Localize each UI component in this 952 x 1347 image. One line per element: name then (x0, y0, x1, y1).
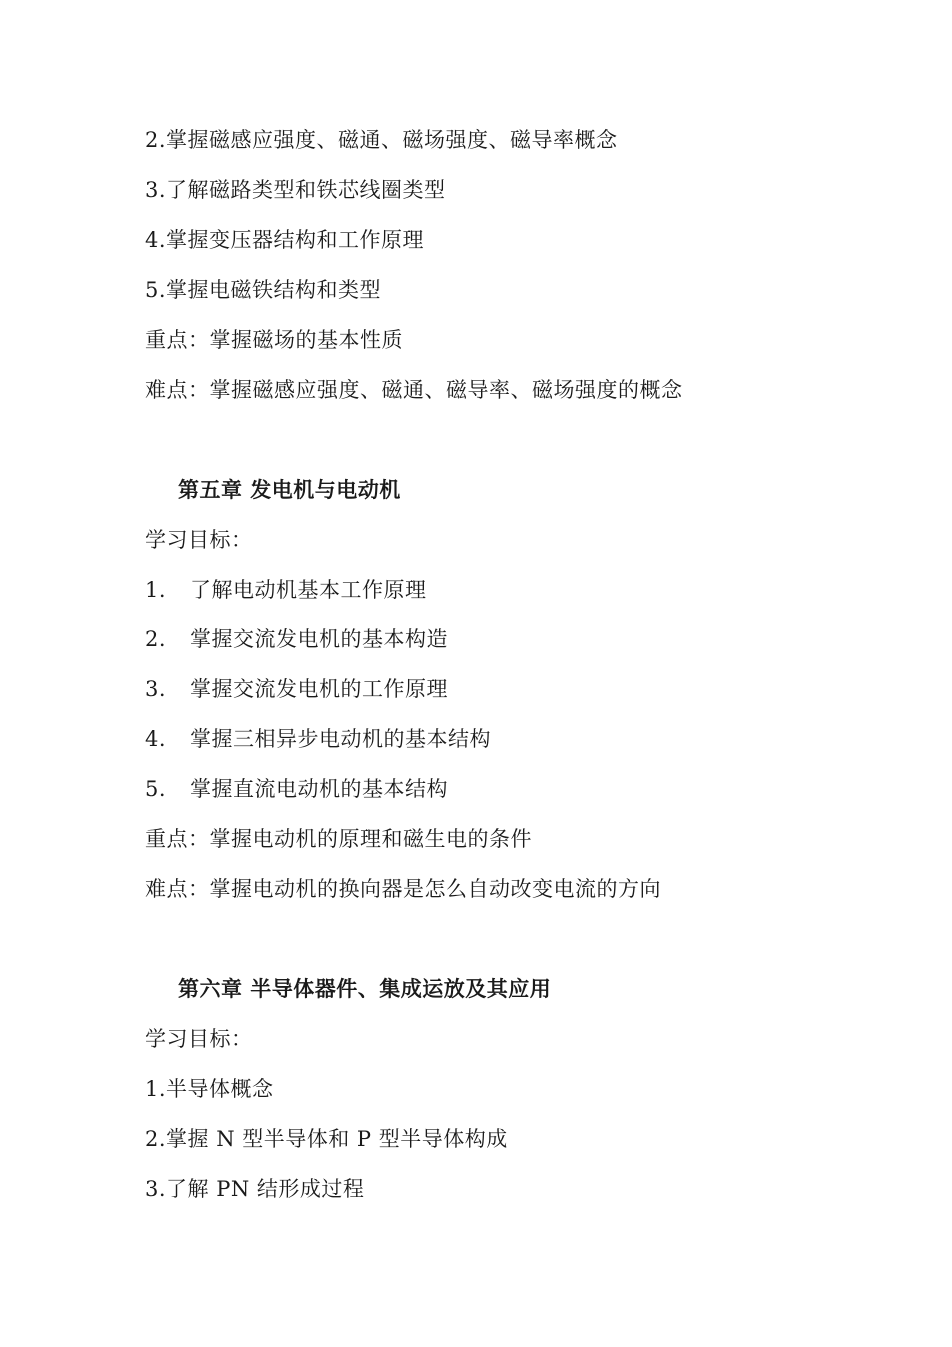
list-item-number: 2. (145, 627, 167, 651)
list-item-text: 掌握三相异步电动机的基本结构 (190, 727, 491, 751)
objectives-label: 学习目标： (145, 528, 253, 552)
list-item-text: 了解电动机基本工作原理 (190, 578, 427, 602)
objective-line: 5.掌握电磁铁结构和类型 (145, 278, 382, 302)
list-item-text: 掌握交流发电机的工作原理 (190, 677, 448, 701)
objective-line: 2.掌握 N 型半导体和 P 型半导体构成 (145, 1127, 508, 1151)
list-item-text: 掌握交流发电机的基本构造 (190, 627, 448, 651)
objective-line: 3.了解 PN 结形成过程 (145, 1177, 365, 1201)
objective-line: 2.掌握磁感应强度、磁通、磁场强度、磁导率概念 (145, 128, 618, 152)
key-point-line: 重点：掌握磁场的基本性质 (145, 328, 403, 352)
list-item (145, 577, 427, 603)
list-item-number: 4. (145, 727, 167, 751)
list-item-text: 掌握直流电动机的基本结构 (190, 777, 448, 801)
list-item-number: 5. (145, 777, 167, 801)
objective-line: 1.半导体概念 (145, 1077, 274, 1101)
list-item (145, 676, 448, 702)
chapter-5-heading: 第五章 发电机与电动机 (178, 478, 401, 502)
list-item-number: 3. (145, 677, 167, 701)
objectives-label: 学习目标： (145, 1027, 253, 1051)
list-item (145, 776, 448, 802)
objective-line: 3.了解磁路类型和铁芯线圈类型 (145, 178, 446, 202)
objective-line: 4.掌握变压器结构和工作原理 (145, 228, 425, 252)
chapter-6-heading: 第六章 半导体器件、集成运放及其应用 (178, 977, 552, 1001)
key-point-line: 重点：掌握电动机的原理和磁生电的条件 (145, 827, 532, 851)
list-item-number: 1. (145, 578, 167, 602)
list-item (145, 726, 491, 752)
difficulty-line: 难点：掌握磁感应强度、磁通、磁导率、磁场强度的概念 (145, 378, 683, 402)
list-item (145, 626, 448, 652)
difficulty-line: 难点：掌握电动机的换向器是怎么自动改变电流的方向 (145, 877, 661, 901)
